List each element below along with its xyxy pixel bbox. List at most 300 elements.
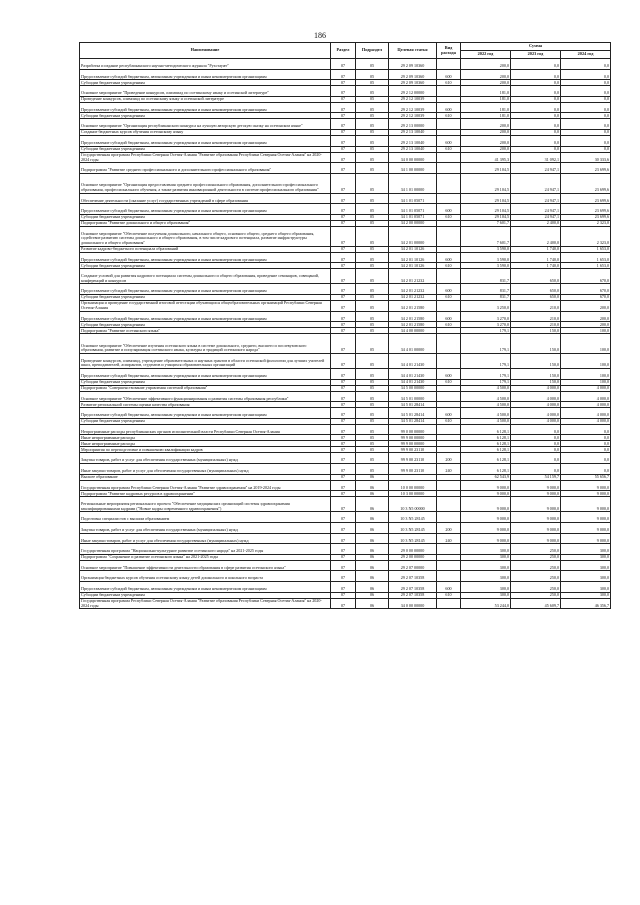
cell-2023: 0,0: [511, 119, 561, 130]
cell-2023: 9 000,0: [511, 533, 561, 544]
cell-target: 99 9 00 23110: [389, 464, 437, 475]
cell-target: 34 2 01 10126: [389, 246, 437, 252]
cell-target: 29 2 13 10040: [389, 135, 437, 146]
cell-target: 34 5 01 28414: [389, 402, 437, 408]
cell-2024: 4 000,0: [561, 391, 611, 402]
cell-2024: 200,0: [561, 322, 611, 328]
cell-target: 29 2 13 10040: [389, 146, 437, 152]
cell-razdel: 07: [331, 86, 356, 97]
cell-vid: [437, 497, 461, 512]
cell-name: Подпрограмма "Совершенствование управления системой образования": [80, 385, 331, 391]
cell-razdel: 07: [331, 512, 356, 523]
cell-target: 29 2 09 10360: [389, 69, 437, 80]
table-row: [80, 300, 611, 311]
cell-2023: 2 400,0: [511, 226, 561, 246]
cell-2022: 300,0: [461, 544, 511, 555]
cell-2024: 0,0: [561, 447, 611, 453]
cell-2024: 2 323,0: [561, 220, 611, 226]
cell-name: Предоставление субсидий бюджетным, автономным учреждениям и иным некоммерческим организациям: [80, 102, 331, 113]
cell-podrazdel: 05: [356, 96, 389, 102]
cell-2024: 100,0: [561, 328, 611, 334]
cell-name: Мероприятия по переподготовке и повышению квалификации кадров: [80, 447, 331, 453]
cell-name: Субсидии бюджетным учреждениям: [80, 113, 331, 119]
cell-target: 29 2 09 10360: [389, 80, 437, 86]
cell-vid: [437, 119, 461, 130]
cell-2023: 650,0: [511, 294, 561, 300]
cell-razdel: 07: [331, 408, 356, 419]
cell-podrazdel: 06: [356, 480, 389, 491]
cell-2024: 670,0: [561, 284, 611, 295]
cell-razdel: 07: [331, 146, 356, 152]
cell-2023: 1 740,0: [511, 263, 561, 269]
table-row: [80, 152, 611, 163]
cell-target: 34 2 01 00000: [389, 226, 437, 246]
cell-name: Организация бюджетных курсов обучения осетинскому языку детей дошкольного и школьного возраста: [80, 571, 331, 582]
cell-2024: 1 653,0: [561, 263, 611, 269]
cell-2024: 0,0: [561, 129, 611, 135]
cell-name: Предоставление субсидий бюджетным, автономным учреждениям и иным некоммерческим организациям: [80, 581, 331, 592]
cell-2024: 4 000,0: [561, 408, 611, 419]
cell-podrazdel: 06: [356, 523, 389, 534]
cell-name: Субсидии бюджетным учреждениям: [80, 592, 331, 598]
cell-razdel: 07: [331, 385, 356, 391]
cell-2023: 250,0: [511, 544, 561, 555]
cell-vid: 610: [437, 294, 461, 300]
cell-podrazdel: 06: [356, 571, 389, 582]
cell-name: Основное мероприятие "Повышение эффективности деятельности образования в сфере развития осетинского языка": [80, 560, 331, 571]
cell-target: 34 0 00 00000: [389, 152, 437, 163]
cell-podrazdel: 06: [356, 497, 389, 512]
cell-razdel: 07: [331, 353, 356, 368]
cell-vid: 200: [437, 453, 461, 464]
cell-2024: 0,0: [561, 135, 611, 146]
cell-name: Основное мероприятие "Обеспечение получения дошкольного, начального общего, основного общего, среднего общего образования, содействие развитию системы дошкольного и общего образования, в том числе кадрового потенциала, развитие инфраструктуры дошкольного и общего образования": [80, 226, 331, 246]
table-row: [80, 523, 611, 534]
cell-name: Основное мероприятие "Обеспечение изучения осетинского языка в системе дошкольного, среднего, высшего и послевузовского образования, развитие и популяризация осетинского языка, культуры и традиций осетинского народа": [80, 334, 331, 354]
cell-razdel: 07: [331, 119, 356, 130]
cell-target: 34 4 01 21430: [389, 353, 437, 368]
cell-2022: 200,0: [461, 59, 511, 70]
table-row: [80, 512, 611, 523]
table-row: [80, 204, 611, 215]
cell-razdel: 07: [331, 554, 356, 560]
cell-target: 34 4 01 00000: [389, 334, 437, 354]
cell-razdel: 07: [331, 402, 356, 408]
cell-2022: 6 128,1: [461, 447, 511, 453]
cell-2024: 300,0: [561, 544, 611, 555]
cell-target: 29 2 00 00000: [389, 554, 437, 560]
cell-vid: [437, 59, 461, 70]
cell-name: Государственная программа Республики Северная Осетия-Алания "Развитие образования Республики Северная Осетия-Алания" на 2020-2024 годы: [80, 152, 331, 163]
cell-podrazdel: 05: [356, 408, 389, 419]
cell-razdel: 07: [331, 269, 356, 284]
cell-razdel: 07: [331, 544, 356, 555]
cell-2022: 9 000,0: [461, 497, 511, 512]
cell-2022: 4 500,0: [461, 408, 511, 419]
cell-2024: 0,0: [561, 113, 611, 119]
cell-podrazdel: 06: [356, 491, 389, 497]
cell-razdel: 07: [331, 571, 356, 582]
table-row: [80, 69, 611, 80]
cell-target: 34 2 01 10126: [389, 263, 437, 269]
cell-2024: 200,0: [561, 311, 611, 322]
cell-2024: 0,0: [561, 441, 611, 447]
table-row: [80, 173, 611, 193]
cell-podrazdel: 05: [356, 424, 389, 435]
cell-2023: 0,0: [511, 80, 561, 86]
cell-name: Субсидии бюджетным учреждениям: [80, 214, 331, 220]
cell-vid: [437, 334, 461, 354]
cell-podrazdel: 05: [356, 214, 389, 220]
cell-2022: 4 500,0: [461, 402, 511, 408]
cell-name: Разработка и издание республиканского научно-методического журнала "Рухстауӕг": [80, 59, 331, 70]
cell-podrazdel: 05: [356, 135, 389, 146]
table-row: [80, 480, 611, 491]
table-row: [80, 424, 611, 435]
cell-podrazdel: 05: [356, 220, 389, 226]
cell-podrazdel: 05: [356, 379, 389, 385]
cell-2024: 300,0: [561, 581, 611, 592]
cell-podrazdel: 06: [356, 581, 389, 592]
cell-podrazdel: 05: [356, 152, 389, 163]
cell-vid: 240: [437, 533, 461, 544]
cell-podrazdel: 06: [356, 554, 389, 560]
cell-2022: 200,0: [461, 135, 511, 146]
cell-name: Государственная программа Республики Северная Осетия-Алания "Развитие здравоохранения" на 2019-2024 годы: [80, 480, 331, 491]
cell-2022: 9 000,0: [461, 491, 511, 497]
cell-vid: 610: [437, 146, 461, 152]
cell-vid: 610: [437, 418, 461, 424]
cell-2022: 6 128,1: [461, 453, 511, 464]
table-row: [80, 119, 611, 130]
cell-podrazdel: 05: [356, 263, 389, 269]
cell-2022: 29 104,5: [461, 204, 511, 215]
cell-2022: 181,0: [461, 102, 511, 113]
table-row: [80, 453, 611, 464]
table-row: [80, 193, 611, 204]
header-target: Целевая статья: [389, 43, 437, 59]
cell-vid: [437, 173, 461, 193]
cell-2023: 150,0: [511, 369, 561, 380]
cell-2022: 4 500,0: [461, 418, 511, 424]
cell-podrazdel: 06: [356, 512, 389, 523]
cell-target: 34 2 01 10126: [389, 252, 437, 263]
cell-podrazdel: 05: [356, 447, 389, 453]
cell-2022: 200,0: [461, 80, 511, 86]
cell-target: 29 2 07 10358: [389, 592, 437, 598]
cell-razdel: 07: [331, 453, 356, 464]
cell-name: Субсидии бюджетным учреждениям: [80, 379, 331, 385]
cell-2022: 181,0: [461, 86, 511, 97]
cell-razdel: 07: [331, 464, 356, 475]
cell-vid: [437, 424, 461, 435]
cell-vid: [437, 269, 461, 284]
table-row: [80, 408, 611, 419]
cell-name: Предоставление субсидий бюджетным, автономным учреждениям и иным некоммерческим организациям: [80, 69, 331, 80]
cell-razdel: 07: [331, 424, 356, 435]
cell-razdel: 07: [331, 214, 356, 220]
header-vid: Вид расхода: [437, 43, 461, 59]
cell-vid: 610: [437, 263, 461, 269]
cell-2024: 300,0: [561, 560, 611, 571]
cell-podrazdel: 05: [356, 226, 389, 246]
cell-vid: 600: [437, 102, 461, 113]
cell-name: Иные закупки товаров, работ и услуг для обеспечения государственных (муниципальных) нужд: [80, 533, 331, 544]
cell-2023: 9 000,0: [511, 512, 561, 523]
table-row: [80, 311, 611, 322]
cell-vid: [437, 300, 461, 311]
cell-target: 99 0 00 00000: [389, 424, 437, 435]
table-row: [80, 571, 611, 582]
cell-2024: 0,0: [561, 424, 611, 435]
cell-target: 34 1 01 00000: [389, 173, 437, 193]
cell-2023: 0,0: [511, 69, 561, 80]
cell-2023: 9 000,0: [511, 480, 561, 491]
cell-razdel: 07: [331, 69, 356, 80]
cell-podrazdel: 05: [356, 294, 389, 300]
cell-razdel: 07: [331, 80, 356, 86]
cell-2023: 9 000,0: [511, 491, 561, 497]
cell-target: 34 4 01 21430: [389, 379, 437, 385]
cell-2023: 54 159,7: [511, 474, 561, 480]
cell-2024: 0,0: [561, 80, 611, 86]
cell-2024: 0,0: [561, 96, 611, 102]
cell-2022: 300,0: [461, 571, 511, 582]
cell-2024: 0,0: [561, 86, 611, 97]
cell-vid: 600: [437, 369, 461, 380]
cell-2024: 300,0: [561, 592, 611, 598]
cell-vid: [437, 512, 461, 523]
cell-2022: 300,0: [461, 592, 511, 598]
cell-target: 10 3 N5 28145: [389, 533, 437, 544]
cell-razdel: 07: [331, 173, 356, 193]
cell-2024: 4 000,0: [561, 402, 611, 408]
cell-2022: 29 104,5: [461, 214, 511, 220]
cell-name: Основное мероприятие "Организация предоставления среднего профессионального образования, дополнительного профессионального образования, профессионального обучения, а также развития инновационной деятельности в системе профессионального образования": [80, 173, 331, 193]
cell-razdel: 07: [331, 533, 356, 544]
cell-2024: 0,0: [561, 102, 611, 113]
cell-2023: 0,0: [511, 146, 561, 152]
cell-target: 29 2 09 10360: [389, 59, 437, 70]
cell-podrazdel: 06: [356, 533, 389, 544]
cell-podrazdel: 05: [356, 146, 389, 152]
cell-name: Предоставление субсидий бюджетным, автономным учреждениям и иным некоммерческим организациям: [80, 252, 331, 263]
cell-name: Иные непрограммные расходы: [80, 435, 331, 441]
cell-vid: [437, 480, 461, 491]
header-2023: 2023 год: [511, 51, 561, 59]
cell-name: Субсидии бюджетным учреждениям: [80, 418, 331, 424]
cell-2024: 1 653,0: [561, 246, 611, 252]
cell-name: Подпрограмма "Сохранение и развитие осетинского языка" на 2021-2025 годы: [80, 554, 331, 560]
cell-2023: 24 947,1: [511, 204, 561, 215]
cell-2022: 300,0: [461, 560, 511, 571]
cell-2024: 0,0: [561, 464, 611, 475]
cell-razdel: 07: [331, 284, 356, 295]
cell-vid: 600: [437, 135, 461, 146]
cell-razdel: 07: [331, 263, 356, 269]
cell-2022: 200,0: [461, 119, 511, 130]
cell-podrazdel: 06: [356, 592, 389, 598]
cell-vid: 600: [437, 69, 461, 80]
cell-podrazdel: 05: [356, 269, 389, 284]
cell-podrazdel: 05: [356, 113, 389, 119]
cell-target: 29 2 13 00000: [389, 119, 437, 130]
table-row: [80, 353, 611, 368]
cell-podrazdel: 05: [356, 252, 389, 263]
cell-2022: 181,0: [461, 96, 511, 102]
cell-2024: 0,0: [561, 59, 611, 70]
cell-2022: 4 500,0: [461, 385, 511, 391]
cell-2024: 23 699,6: [561, 193, 611, 204]
cell-2023: 150,0: [511, 379, 561, 385]
cell-2022: 179,1: [461, 379, 511, 385]
cell-vid: [437, 193, 461, 204]
cell-2024: 30 333,6: [561, 152, 611, 163]
cell-2022: 3 590,0: [461, 252, 511, 263]
cell-2023: 24 947,1: [511, 214, 561, 220]
cell-2023: 4 000,0: [511, 418, 561, 424]
cell-target: 34 2 00 00000: [389, 220, 437, 226]
cell-2024: 0,0: [561, 119, 611, 130]
cell-name: Субсидии бюджетным учреждениям: [80, 263, 331, 269]
cell-razdel: 07: [331, 497, 356, 512]
cell-name: Предоставление субсидий бюджетным, автономным учреждениям и иным некоммерческим организациям: [80, 135, 331, 146]
cell-razdel: 07: [331, 59, 356, 70]
cell-name: Государственная программа "Национально-культурное развитие осетинского народа" на 2021-2025 годы: [80, 544, 331, 555]
table-row: [80, 581, 611, 592]
cell-2023: 150,0: [511, 353, 561, 368]
cell-podrazdel: 05: [356, 311, 389, 322]
cell-2024: 23 699,6: [561, 204, 611, 215]
cell-2023: 0,0: [511, 435, 561, 441]
cell-2022: 3 590,0: [461, 246, 511, 252]
cell-razdel: 07: [331, 152, 356, 163]
cell-2022: 200,0: [461, 69, 511, 80]
cell-podrazdel: 06: [356, 544, 389, 555]
cell-target: 34 2 01 21232: [389, 294, 437, 300]
cell-razdel: 07: [331, 581, 356, 592]
cell-podrazdel: 05: [356, 402, 389, 408]
cell-name: Иные непрограммные расходы: [80, 441, 331, 447]
cell-2022: 200,0: [461, 129, 511, 135]
cell-2022: 179,1: [461, 369, 511, 380]
cell-razdel: 07: [331, 491, 356, 497]
cell-razdel: 07: [331, 560, 356, 571]
cell-vid: 610: [437, 322, 461, 328]
header-2022: 2022 год: [461, 51, 511, 59]
cell-target: 34 5 01 00000: [389, 391, 437, 402]
table-row: [80, 391, 611, 402]
cell-razdel: 07: [331, 204, 356, 215]
cell-razdel: 07: [331, 598, 356, 609]
cell-2023: 2 400,0: [511, 220, 561, 226]
table-body: [80, 59, 611, 609]
cell-target: 29 2 07 00000: [389, 560, 437, 571]
cell-2022: 3 270,0: [461, 311, 511, 322]
cell-podrazdel: 06: [356, 560, 389, 571]
cell-2023: 9 000,0: [511, 497, 561, 512]
cell-target: 34 2 01 21232: [389, 269, 437, 284]
cell-2022: 831,7: [461, 294, 511, 300]
cell-2023: 0,0: [511, 102, 561, 113]
cell-2022: 300,0: [461, 554, 511, 560]
cell-podrazdel: 06: [356, 598, 389, 609]
cell-target: 34 1 01 05071: [389, 193, 437, 204]
cell-2022: 179,1: [461, 328, 511, 334]
cell-name: Предоставление субсидий бюджетным, автономным учреждениям и иным некоммерческим организациям: [80, 311, 331, 322]
cell-podrazdel: 05: [356, 246, 389, 252]
cell-2024: 670,0: [561, 294, 611, 300]
cell-2023: 4 000,0: [511, 385, 561, 391]
cell-2024: 200,0: [561, 300, 611, 311]
table-row: [80, 334, 611, 354]
cell-vid: 600: [437, 204, 461, 215]
cell-razdel: 07: [331, 480, 356, 491]
cell-2024: 0,0: [561, 146, 611, 152]
table-row: [80, 163, 611, 174]
cell-podrazdel: 05: [356, 173, 389, 193]
cell-razdel: 07: [331, 246, 356, 252]
cell-2023: 0,0: [511, 113, 561, 119]
cell-podrazdel: 05: [356, 353, 389, 368]
cell-target: 29 2 13 10040: [389, 129, 437, 135]
cell-2023: 0,0: [511, 453, 561, 464]
cell-vid: [437, 571, 461, 582]
cell-razdel: 07: [331, 300, 356, 311]
cell-2022: 831,7: [461, 284, 511, 295]
table-row: [80, 226, 611, 246]
cell-podrazdel: 05: [356, 435, 389, 441]
cell-2022: 300,0: [461, 581, 511, 592]
cell-vid: 600: [437, 311, 461, 322]
cell-2023: 4 000,0: [511, 391, 561, 402]
cell-podrazdel: 05: [356, 59, 389, 70]
cell-name: Предоставление субсидий бюджетным, автономным учреждениям и иным некоммерческим организациям: [80, 204, 331, 215]
cell-target: 34 1 00 00000: [389, 163, 437, 174]
cell-razdel: 07: [331, 418, 356, 424]
cell-2024: 100,0: [561, 379, 611, 385]
cell-vid: 200: [437, 523, 461, 534]
cell-2023: 1 740,0: [511, 252, 561, 263]
cell-2023: 210,0: [511, 311, 561, 322]
cell-2022: 29 104,5: [461, 193, 511, 204]
cell-podrazdel: 05: [356, 300, 389, 311]
cell-target: 29 2 12 10039: [389, 102, 437, 113]
cell-2023: 0,0: [511, 424, 561, 435]
cell-name: Государственная программа Республики Северная Осетия-Алания "Развитие образования Республики Северная Осетия-Алания" на 2020-2024 годы: [80, 598, 331, 609]
header-podrazdel: Подраздел: [356, 43, 389, 59]
cell-podrazdel: 05: [356, 80, 389, 86]
cell-vid: 610: [437, 80, 461, 86]
cell-2024: 4 000,0: [561, 418, 611, 424]
cell-target: 29 2 12 00000: [389, 86, 437, 97]
cell-2023: 250,0: [511, 581, 561, 592]
cell-name: Субсидии бюджетным учреждениям: [80, 80, 331, 86]
cell-podrazdel: 05: [356, 86, 389, 97]
cell-2023: 45 609,7: [511, 598, 561, 609]
cell-target: 29 2 12 10039: [389, 96, 437, 102]
cell-2023: 0,0: [511, 86, 561, 97]
table-row: [80, 497, 611, 512]
table-row: [80, 252, 611, 263]
cell-razdel: 07: [331, 129, 356, 135]
cell-2024: 0,0: [561, 453, 611, 464]
cell-2024: 9 000,0: [561, 533, 611, 544]
cell-razdel: 07: [331, 113, 356, 119]
cell-name: Проведение конкурсов, олимпиад по осетинскому языку и осетинской литературе: [80, 96, 331, 102]
cell-2023: 250,0: [511, 560, 561, 571]
header-2024: 2024 год: [561, 51, 611, 59]
